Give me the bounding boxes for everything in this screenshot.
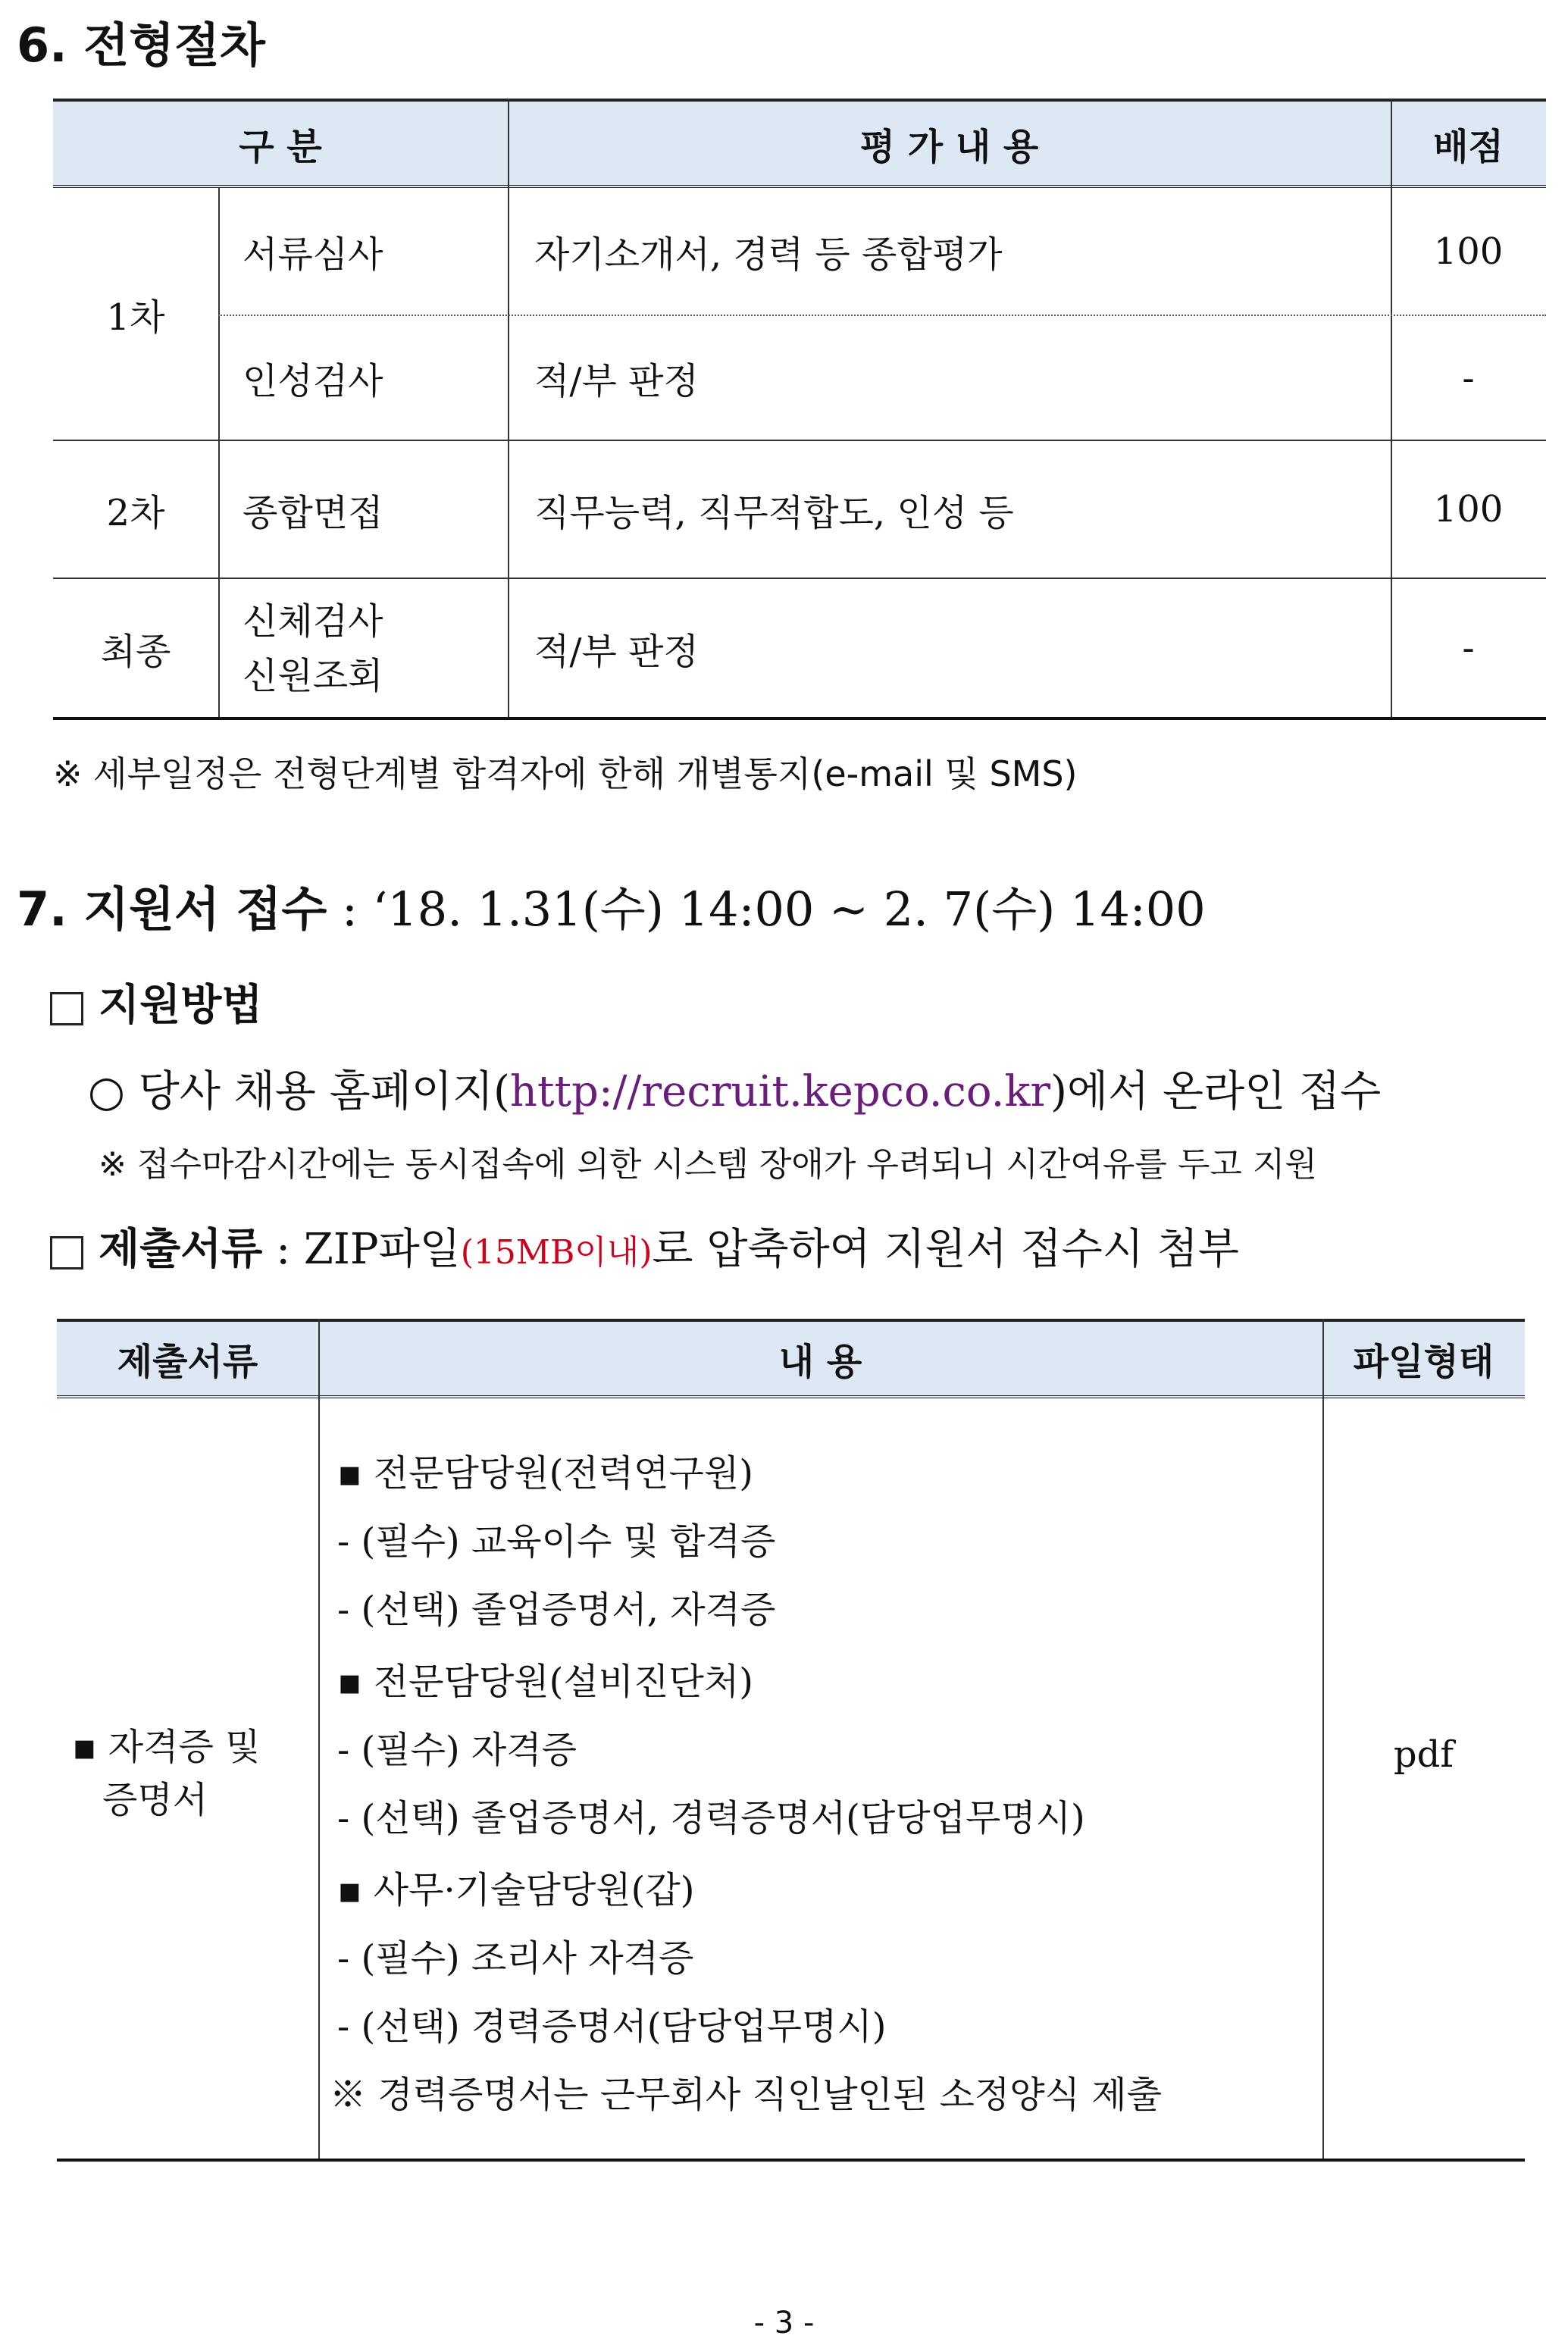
application-method-title: 지원방법: [99, 981, 263, 1030]
content-personality-test: 적/부 판정: [534, 360, 699, 402]
sub-interview: 종합면접: [243, 491, 383, 534]
submission-docs-title: 제출서류: [99, 1225, 263, 1274]
header-docs: 제출서류: [117, 1341, 258, 1383]
list-item: ▪ 사무·기술담당원(갑): [337, 1869, 695, 1911]
list-item: - (선택) 졸업증명서, 자격증: [337, 1589, 776, 1631]
content-final: 적/부 판정: [534, 630, 699, 673]
list-item: - (선택) 졸업증명서, 경력증명서(담당업무명시): [337, 1797, 1085, 1839]
sub-physical-exam: 신체검사: [243, 600, 383, 643]
stage-1: 1차: [106, 296, 165, 339]
stage-2: 2차: [106, 491, 165, 534]
list-item: - (필수) 조리사 자격증: [337, 1937, 694, 1980]
header-content: 평 가 내 용: [859, 125, 1039, 168]
list-item: - (필수) 자격증: [337, 1729, 577, 1771]
size-limit-note: (15MB이내): [460, 1233, 653, 1272]
sub-background-check: 신원조회: [243, 654, 383, 697]
page-number: - 3 -: [753, 2306, 815, 2340]
header-file-type: 파일형태: [1353, 1341, 1494, 1383]
schedule-note: ※ 세부일정은 전형단계별 합격자에 한해 개별통지(e-mail 및 SMS): [53, 753, 1078, 794]
score-interview: 100: [1433, 488, 1504, 531]
doc-label-line-1: ▪ 자격증 및: [72, 1725, 261, 1768]
application-period: : ‘18. 1.31(수) 14:00 ~ 2. 7(수) 14:00: [327, 881, 1206, 937]
section-6-title: 6. 전형절차: [17, 17, 265, 73]
sub-personality-test: 인성검사: [243, 360, 383, 402]
header-content: 내 용: [778, 1341, 862, 1383]
score-document-review: 100: [1433, 230, 1504, 273]
checkbox-icon: [50, 1236, 83, 1269]
content-document-review: 자기소개서, 경력 등 종합평가: [534, 233, 1003, 276]
method-prefix: ○ 당사 채용 홈페이지(: [88, 1067, 510, 1116]
application-method-heading: [50, 972, 262, 1032]
checkbox-icon: [50, 992, 83, 1025]
zip-file-text: : ZIP파일: [262, 1225, 461, 1274]
score-personality-test: -: [1462, 356, 1475, 399]
sub-document-review: 서류심사: [243, 233, 383, 276]
application-method-line: [88, 1058, 1381, 1119]
list-item-note: ※ 경력증명서는 근무회사 직인날인된 소정양식 제출: [330, 2074, 1163, 2116]
list-item: ▪ 전문담당원(설비진단처): [337, 1661, 753, 1703]
recruit-url-link[interactable]: http://recruit.kepco.co.kr: [509, 1067, 1051, 1116]
content-interview: 직무능력, 직무적합도, 인성 등: [534, 491, 1014, 534]
method-suffix: )에서 온라인 접수: [1050, 1067, 1382, 1116]
section-7-title: [17, 872, 1206, 939]
list-item: - (선택) 경력증명서(담당업무명시): [337, 2005, 887, 2048]
section-7-label: 7. 지원서 접수: [17, 881, 327, 937]
header-category: 구 분: [239, 125, 322, 168]
list-item: - (필수) 교육이수 및 합격증: [337, 1520, 776, 1563]
doc-label-line-2: 증명서: [102, 1778, 208, 1821]
deadline-note: ※ 접수마감시간에는 동시접속에 의한 시스템 장애가 우려되니 시간여유를 두고 지원: [99, 1145, 1317, 1184]
list-item: ▪ 전문담당원(전력연구원): [337, 1452, 753, 1495]
header-score: 배점: [1433, 125, 1504, 168]
stage-final: 최종: [100, 630, 171, 673]
compress-instruction: 로 압축하여 지원서 접수시 첨부: [652, 1225, 1239, 1274]
file-type-pdf: pdf: [1393, 1733, 1454, 1776]
score-final: -: [1462, 627, 1475, 669]
submission-docs-heading: [50, 1216, 1239, 1276]
